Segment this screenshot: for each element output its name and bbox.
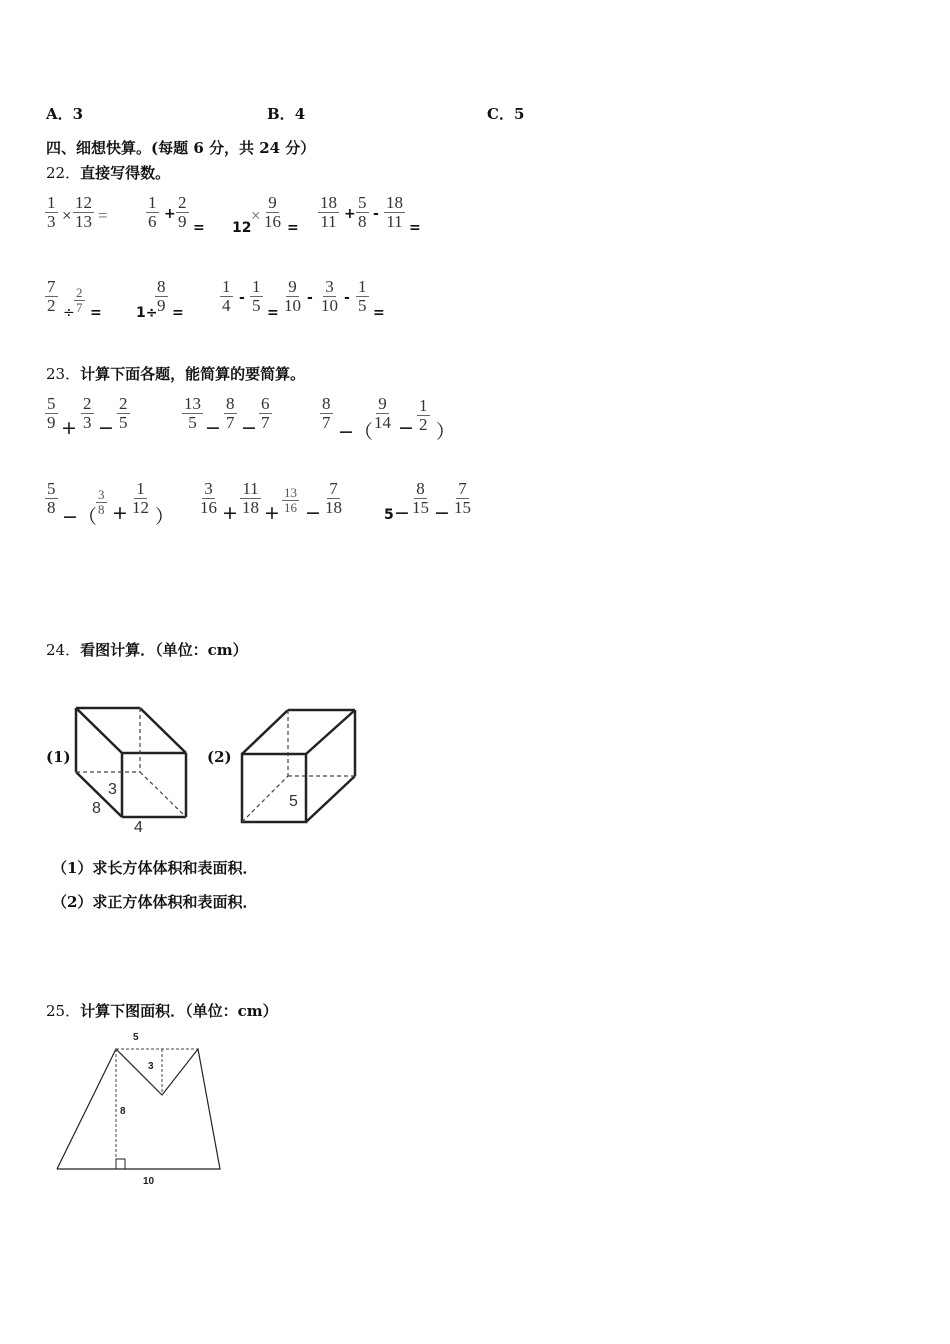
section-heading: 四、细想快算。(每题 6 分，共 24 分）: [46, 139, 316, 157]
figure-1-label: (1): [46, 748, 71, 766]
equals-sign: =: [193, 220, 205, 236]
figure-2-label: (2): [207, 748, 232, 766]
plus-sign: +: [222, 502, 238, 524]
close-paren: ）: [155, 506, 175, 528]
equals-sign: =: [409, 220, 421, 236]
option-b: B．4: [267, 105, 306, 123]
fraction: $\frac{5}{9}$: [47, 394, 56, 432]
fraction: $\frac{7}{15}$: [454, 479, 471, 517]
minus-sign: −: [205, 417, 221, 439]
fraction: $\frac{2}{5}$: [119, 394, 128, 432]
plus-sign: +: [112, 502, 128, 524]
option-a: A．3: [46, 105, 84, 123]
fraction: $\frac{18}{11}$: [386, 193, 403, 231]
times-sign: ×: [251, 206, 261, 225]
minus-sign: −: [241, 417, 257, 439]
minus-sign: -: [239, 290, 245, 306]
fraction: $\frac{3}{10}$: [321, 277, 338, 315]
equals-sign: =: [98, 206, 108, 225]
whole-number: 5: [384, 507, 394, 523]
q22-title: 22．直接写得数。: [46, 164, 171, 182]
fraction: $\frac{9}{10}$: [284, 277, 301, 315]
fraction: $\frac{5}{8}$: [358, 193, 367, 231]
equals-sign: =: [172, 305, 184, 321]
fraction: $\frac{1}{5}$: [358, 277, 367, 315]
top-label: 5: [133, 1032, 139, 1043]
equals-sign: =: [373, 305, 385, 321]
plus-sign: +: [264, 502, 280, 524]
fraction: $\frac{13}{16}$: [284, 485, 297, 515]
option-c: C．5: [487, 105, 525, 123]
equals-sign: =: [267, 305, 279, 321]
height-label: 8: [120, 1106, 126, 1117]
minus-sign: -: [307, 290, 313, 306]
fraction: $\frac{1}{3}$: [47, 193, 56, 231]
fraction: $\frac{2}{7}$: [76, 285, 83, 315]
fraction: $\frac{8}{7}$: [226, 394, 235, 432]
minus-sign: -: [373, 206, 379, 222]
fraction: $\frac{13}{5}$: [184, 394, 201, 432]
notch-depth-label: 3: [148, 1061, 154, 1072]
fraction: $\frac{8}{9}$: [157, 277, 166, 315]
q23-title: 23．计算下面各题，能简算的要简算。: [46, 365, 306, 383]
times-sign: ×: [62, 206, 72, 225]
fraction: $\frac{2}{3}$: [83, 394, 92, 432]
fraction: $\frac{7}{18}$: [325, 479, 342, 517]
fraction: $\frac{3}{8}$: [98, 487, 105, 517]
cube-figure: [232, 700, 364, 830]
minus-sign: −: [305, 502, 321, 524]
fraction: $\frac{9}{14}$: [374, 394, 391, 432]
q25-title: 25．计算下图面积．（单位：cm）: [46, 1002, 278, 1020]
minus-sign: −: [98, 417, 114, 439]
fraction: $\frac{18}{11}$: [320, 193, 337, 231]
divide-sign: ÷: [63, 305, 75, 321]
width-label: 8: [92, 800, 101, 817]
fraction: $\frac{9}{16}$: [264, 193, 281, 231]
fraction: $\frac{12}{13}$: [75, 193, 92, 231]
minus-sign: −: [434, 502, 450, 524]
edge-label: 5: [289, 793, 298, 810]
cuboid-figure: [70, 700, 200, 840]
fraction: $\frac{2}{9}$: [178, 193, 187, 231]
whole-number: 12: [232, 220, 252, 236]
fraction: $\frac{5}{8}$: [47, 479, 56, 517]
composite-shape-figure: [50, 1025, 230, 1190]
minus-open-paren: −（: [62, 506, 97, 528]
minus-sign: −: [398, 417, 414, 439]
fraction: $\frac{8}{15}$: [412, 479, 429, 517]
q24-sub1: （1）求长方体体积和表面积．: [52, 859, 258, 877]
minus-sign: -: [344, 290, 350, 306]
fraction: $\frac{11}{18}$: [242, 479, 259, 517]
plus-sign: +: [164, 206, 176, 222]
plus-sign: +: [344, 206, 356, 222]
fraction: $\frac{7}{2}$: [47, 277, 56, 315]
fraction: $\frac{1}{12}$: [132, 479, 149, 517]
plus-sign: +: [61, 417, 77, 439]
equals-sign: =: [90, 305, 102, 321]
equals-sign: =: [287, 220, 299, 236]
fraction: $\frac{1}{6}$: [148, 193, 157, 231]
length-label: 4: [134, 819, 143, 836]
fraction: $\frac{1}{5}$: [252, 277, 261, 315]
close-paren: ）: [436, 421, 456, 443]
minus-sign: −: [394, 502, 410, 524]
fraction: $\frac{1}{4}$: [222, 277, 231, 315]
fraction: $\frac{1}{2}$: [419, 396, 428, 434]
fraction: $\frac{6}{7}$: [261, 394, 270, 432]
fraction: $\frac{8}{7}$: [322, 394, 331, 432]
q24-sub2: （2）求正方体体积和表面积．: [52, 893, 258, 911]
fraction: $\frac{3}{16}$: [200, 479, 217, 517]
bottom-label: 10: [143, 1176, 155, 1187]
q24-title: 24．看图计算．（单位：cm）: [46, 641, 248, 659]
whole-number: 1÷: [136, 305, 158, 321]
height-label: 3: [108, 781, 117, 798]
minus-open-paren: −（: [338, 421, 373, 443]
